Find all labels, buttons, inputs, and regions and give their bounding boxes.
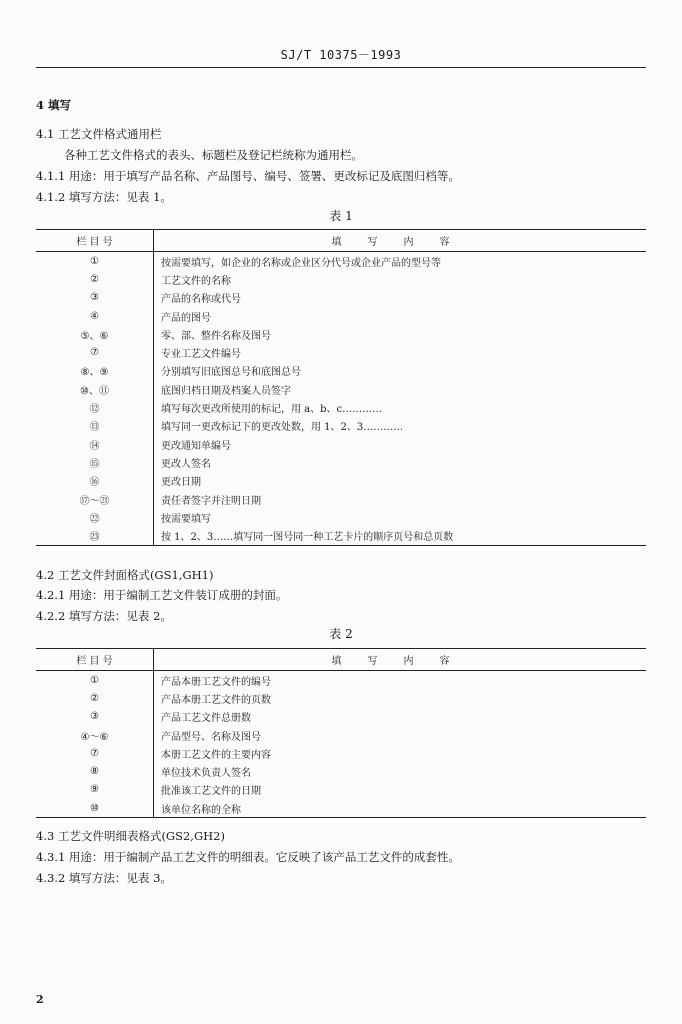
table-row	[36, 726, 646, 744]
table-row	[36, 252, 646, 271]
row-number-cell: ㉓	[36, 526, 154, 545]
table-1-col-number: 栏 目 号	[36, 230, 154, 252]
table-row	[36, 508, 646, 526]
table-2-col-number: 栏 目 号	[36, 649, 154, 671]
header-rule	[36, 67, 646, 68]
row-content-cell: 零、部、整件名称及图号	[161, 330, 271, 342]
row-content-cell: 本册工艺文件的主要内容	[161, 749, 271, 761]
row-number-cell: ⑤、⑥	[36, 325, 154, 343]
row-content-cell: 产品的图号	[161, 312, 211, 324]
row-content-cell: 责任者签字并注明日期	[161, 495, 261, 507]
row-number-cell: ⑫	[36, 398, 154, 416]
row-content-cell: 批准该工艺文件的日期	[161, 786, 261, 798]
row-content-cell: 产品工艺文件总册数	[161, 713, 251, 725]
table-row	[36, 289, 646, 307]
table-2-caption: 表 2	[329, 627, 353, 641]
table-row	[36, 270, 646, 288]
row-content-cell: 更改人签名	[161, 458, 211, 470]
table-2-col-content: 填写内容	[154, 649, 647, 671]
row-content-cell: 产品的名称或代号	[161, 294, 241, 306]
table-row	[36, 472, 646, 490]
table-row	[36, 398, 646, 416]
row-number-cell: ①	[36, 252, 154, 271]
section-4-2-heading: 4.2 工艺文件封面格式(GS1,GH1)	[36, 568, 214, 582]
row-number-cell: ④	[36, 307, 154, 325]
page-number: 2	[36, 993, 44, 1006]
row-content-cell: 工艺文件的名称	[161, 275, 231, 287]
row-number-cell: ③	[36, 289, 154, 307]
row-number-cell: ⑦	[36, 744, 154, 762]
row-number-cell: ⑨	[36, 781, 154, 799]
row-content-cell: 该单位名称的全称	[154, 799, 647, 818]
row-number-cell: ⑩、⑪	[36, 380, 154, 398]
row-number-cell: ④～⑥	[36, 726, 154, 744]
row-content-cell: 按需要填写，如企业的名称或企业区分代号或企业产品的型号等	[161, 257, 441, 269]
table-row	[36, 325, 646, 343]
table-row	[36, 380, 646, 398]
row-content-cell: 按需要填写	[161, 513, 211, 525]
row-content-cell: 按 1、2、3……填写同一图号同一种工艺卡片的顺序页号和总页数	[154, 526, 647, 545]
row-content-cell: 产品型号、名称及图号	[161, 731, 261, 743]
section-4-3-heading: 4.3 工艺文件明细表格式(GS2,GH2)	[36, 829, 225, 843]
table-1-caption: 表 1	[329, 209, 353, 223]
row-content-cell: 底图归档日期及档案人员签字	[161, 385, 291, 397]
table-row	[36, 417, 646, 435]
table-row	[36, 799, 646, 818]
table-row	[36, 781, 646, 799]
row-content-cell: 产品本册工艺文件的页数	[161, 694, 271, 706]
row-number-cell: ⑧、⑨	[36, 362, 154, 380]
table-row	[36, 762, 646, 780]
row-content-cell: 产品本册工艺文件的编号	[161, 676, 271, 688]
row-content-cell: 专业工艺文件编号	[161, 349, 241, 361]
table-row	[36, 526, 646, 545]
row-number-cell: ⑦	[36, 343, 154, 361]
page-header: SJ/T 10375－1993	[280, 48, 402, 62]
table-1-col-content: 填写内容	[154, 230, 647, 252]
table-2	[36, 648, 646, 818]
table-row	[36, 435, 646, 453]
table-row	[36, 689, 646, 707]
section-4-heading: 4 填写	[36, 98, 72, 112]
table-row	[36, 362, 646, 380]
row-number-cell: ⑯	[36, 472, 154, 490]
table-row	[36, 708, 646, 726]
row-content-cell: 填写同一更改标记下的更改处数，用 1、2、3…………	[161, 422, 404, 434]
section-4-3-1: 4.3.1 用途：用于编制产品工艺文件的明细表。它反映了该产品工艺文件的成套性。	[36, 850, 460, 864]
row-content-cell: 更改通知单编号	[161, 440, 231, 452]
row-number-cell: ⑭	[36, 435, 154, 453]
table-row	[36, 671, 646, 690]
section-4-1-1: 4.1.1 用途：用于填写产品名称、产品图号、编号、签署、更改标记及底图归档等。	[36, 169, 460, 183]
row-number-cell: ①	[36, 671, 154, 690]
row-number-cell: ⑧	[36, 762, 154, 780]
row-content-cell: 更改日期	[161, 477, 201, 489]
table-row	[36, 490, 646, 508]
section-4-3-2: 4.3.2 填写方法：见表 3。	[36, 871, 172, 885]
row-content-cell: 单位技术负责人签名	[161, 768, 251, 780]
section-4-1-2: 4.1.2 填写方法：见表 1。	[36, 190, 172, 204]
section-4-1-heading: 4.1 工艺文件格式通用栏	[36, 127, 162, 141]
row-number-cell: ③	[36, 708, 154, 726]
table-header-row	[36, 230, 646, 252]
table-row	[36, 307, 646, 325]
table-row	[36, 343, 646, 361]
row-number-cell: ⑮	[36, 453, 154, 471]
table-1	[36, 229, 646, 546]
row-number-cell: ⑬	[36, 417, 154, 435]
row-content-cell: 填写每次更改所使用的标记，用 a、b、c…………	[161, 404, 383, 416]
row-number-cell: ⑰～㉑	[36, 490, 154, 508]
row-content-cell: 分别填写旧底图总号和底图总号	[161, 367, 301, 379]
table-header-row	[36, 649, 646, 671]
table-row	[36, 744, 646, 762]
row-number-cell: ②	[36, 270, 154, 288]
section-4-2-2: 4.2.2 填写方法：见表 2。	[36, 609, 172, 623]
row-number-cell: ②	[36, 689, 154, 707]
section-4-1-desc: 各种工艺文件格式的表头、标题栏及登记栏统称为通用栏。	[64, 148, 363, 162]
row-number-cell: ⑩	[36, 799, 154, 818]
section-4-2-1: 4.2.1 用途：用于编制工艺文件装订成册的封面。	[36, 588, 288, 602]
table-row	[36, 453, 646, 471]
row-number-cell: ㉒	[36, 508, 154, 526]
